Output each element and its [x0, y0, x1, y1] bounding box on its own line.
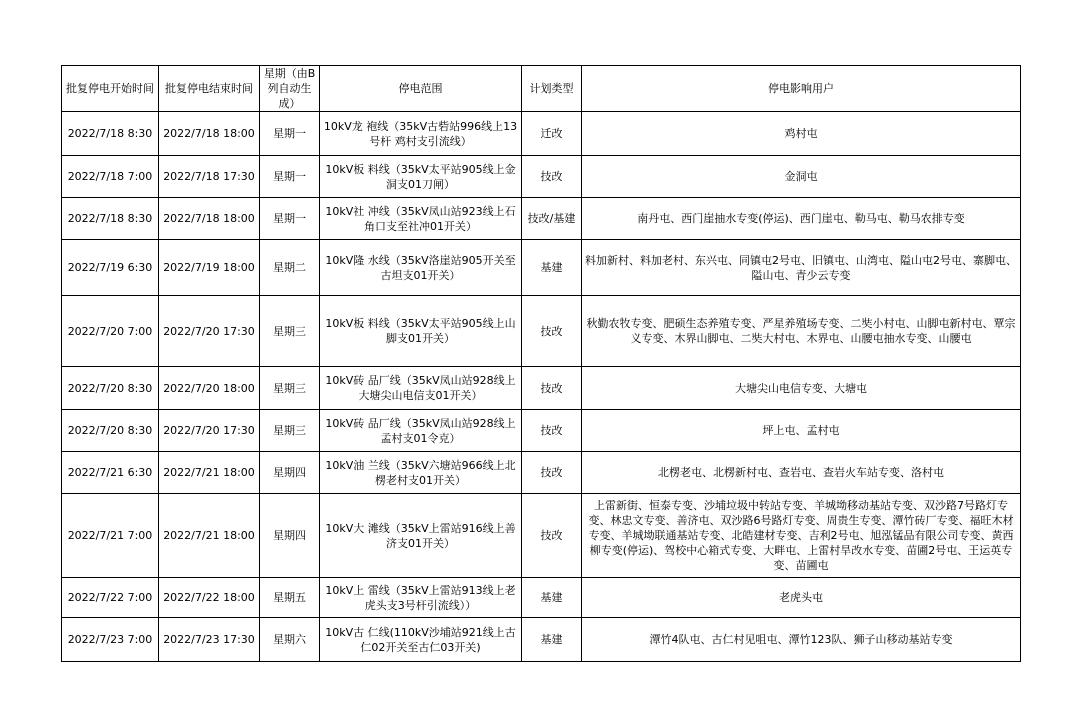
scope-cell: 10kV社 冲线（35kV凤山站923线上石角口支至社冲01开关）	[320, 198, 522, 240]
table-row	[62, 112, 1021, 156]
end-time-cell: 2022/7/19 18:00	[159, 240, 260, 296]
table-row	[62, 452, 1021, 494]
affected-users-cell: 南丹屯、西门崖抽水专变(停运)、西门崖屯、勒马屯、勒马农排专变	[582, 198, 1021, 240]
start-time-cell: 2022/7/18 8:30	[62, 198, 159, 240]
end-time-cell: 2022/7/21 18:00	[159, 452, 260, 494]
start-time-cell: 2022/7/20 8:30	[62, 410, 159, 452]
start-time-cell: 2022/7/20 8:30	[62, 367, 159, 410]
affected-users-cell: 料加新村、料加老村、东兴屯、同镇屯2号屯、旧镇屯、山湾屯、隘山屯2号屯、寨脚屯、隘山屯、青少云专变	[582, 240, 1021, 296]
start-time-cell: 2022/7/18 8:30	[62, 112, 159, 156]
table-row	[62, 198, 1021, 240]
plan-type-cell: 基建	[522, 240, 582, 296]
weekday-cell: 星期六	[260, 618, 320, 662]
affected-users-cell: 上雷新街、恒泰专变、沙埔垃圾中转站专变、羊城坳移动基站专变、双沙路7号路灯专变、林忠文专变、善济屯、双沙路6号路灯专变、周贵生专变、潭竹砖厂专变、福旺木材专变、羊城坳联通基站专变、北皓建材专变、吉利2号屯、旭泓锰品有限公司专变、黄西柳专变(停运)、驾校中心箱式专变、大畔屯、上雷村旱改水专变、苗圃2号屯、王运英专变、苗圃屯	[582, 494, 1021, 578]
table-row	[62, 367, 1021, 410]
affected-users-cell: 金洞屯	[582, 156, 1021, 198]
affected-users-cell: 北楞老屯、北楞新村屯、查岩屯、查岩火车站专变、洛村屯	[582, 452, 1021, 494]
start-time-cell: 2022/7/21 7:00	[62, 494, 159, 578]
table-row	[62, 578, 1021, 618]
plan-type-cell: 技改/基建	[522, 198, 582, 240]
scope-cell: 10kV上 雷线（35kV上雷站913线上老虎头支3号杆引流线））	[320, 578, 522, 618]
plan-type-cell: 技改	[522, 494, 582, 578]
end-time-cell: 2022/7/21 18:00	[159, 494, 260, 578]
end-time-cell: 2022/7/18 18:00	[159, 112, 260, 156]
affected-users-cell: 大塘尖山电信专变、大塘屯	[582, 367, 1021, 410]
header-affected-users: 停电影响用户	[582, 66, 1021, 112]
weekday-cell: 星期一	[260, 198, 320, 240]
weekday-cell: 星期一	[260, 112, 320, 156]
header-plan-type: 计划类型	[522, 66, 582, 112]
table-row	[62, 296, 1021, 367]
affected-users-cell: 鸡村屯	[582, 112, 1021, 156]
plan-type-cell: 技改	[522, 296, 582, 367]
plan-type-cell: 技改	[522, 156, 582, 198]
end-time-cell: 2022/7/20 17:30	[159, 296, 260, 367]
scope-cell: 10kV砖 品厂线（35kV凤山站928线上孟村支01令克）	[320, 410, 522, 452]
table-row	[62, 618, 1021, 662]
scope-cell: 10kV板 料线（35kV太平站905线上山脚支01开关）	[320, 296, 522, 367]
start-time-cell: 2022/7/18 7:00	[62, 156, 159, 198]
start-time-cell: 2022/7/19 6:30	[62, 240, 159, 296]
end-time-cell: 2022/7/18 18:00	[159, 198, 260, 240]
weekday-cell: 星期四	[260, 452, 320, 494]
affected-users-cell: 潭竹4队屯、古仁村见咀屯、潭竹123队、狮子山移动基站专变	[582, 618, 1021, 662]
weekday-cell: 星期三	[260, 367, 320, 410]
end-time-cell: 2022/7/22 18:00	[159, 578, 260, 618]
table-row	[62, 410, 1021, 452]
weekday-cell: 星期一	[260, 156, 320, 198]
scope-cell: 10kV龙 袍线（35kV古砦站996线上13号杆 鸡村支引流线）	[320, 112, 522, 156]
plan-type-cell: 迁改	[522, 112, 582, 156]
start-time-cell: 2022/7/21 6:30	[62, 452, 159, 494]
weekday-cell: 星期五	[260, 578, 320, 618]
header-weekday: 星期（由B列自动生成）	[260, 66, 320, 112]
scope-cell: 10kV油 兰线（35kV六塘站966线上北楞老村支01开关）	[320, 452, 522, 494]
end-time-cell: 2022/7/20 18:00	[159, 367, 260, 410]
affected-users-cell: 秋勤农牧专变、肥硕生态养殖专变、严星养殖场专变、二奘小村屯、山脚屯新村屯、覃宗义专变、木界山脚屯、二奘大村屯、木界屯、山腰屯抽水专变、山腰屯	[582, 296, 1021, 367]
weekday-cell: 星期二	[260, 240, 320, 296]
scope-cell: 10kV古 仁线(110kV沙埔站921线上古仁02开关至古仁03开关)	[320, 618, 522, 662]
plan-type-cell: 技改	[522, 452, 582, 494]
scope-cell: 10kV砖 品厂线（35kV凤山站928线上大塘尖山电信支01开关）	[320, 367, 522, 410]
start-time-cell: 2022/7/22 7:00	[62, 578, 159, 618]
end-time-cell: 2022/7/20 17:30	[159, 410, 260, 452]
scope-cell: 10kV大 滩线（35kV上雷站916线上善济支01开关）	[320, 494, 522, 578]
plan-type-cell: 基建	[522, 578, 582, 618]
start-time-cell: 2022/7/23 7:00	[62, 618, 159, 662]
weekday-cell: 星期四	[260, 494, 320, 578]
outage-schedule-table	[61, 65, 1021, 662]
scope-cell: 10kV隆 水线（35kV洛崖站905开关至古坦支01开关）	[320, 240, 522, 296]
header-start-time: 批复停电开始时间	[62, 66, 159, 112]
weekday-cell: 星期三	[260, 410, 320, 452]
end-time-cell: 2022/7/23 17:30	[159, 618, 260, 662]
plan-type-cell: 基建	[522, 618, 582, 662]
weekday-cell: 星期三	[260, 296, 320, 367]
end-time-cell: 2022/7/18 17:30	[159, 156, 260, 198]
plan-type-cell: 技改	[522, 410, 582, 452]
table-row	[62, 494, 1021, 578]
table-row	[62, 156, 1021, 198]
affected-users-cell: 老虎头屯	[582, 578, 1021, 618]
table-row	[62, 240, 1021, 296]
header-end-time: 批复停电结束时间	[159, 66, 260, 112]
header-scope: 停电范围	[320, 66, 522, 112]
header-row	[62, 66, 1021, 112]
plan-type-cell: 技改	[522, 367, 582, 410]
start-time-cell: 2022/7/20 7:00	[62, 296, 159, 367]
affected-users-cell: 坪上屯、孟村屯	[582, 410, 1021, 452]
scope-cell: 10kV板 料线（35kV太平站905线上金洞支01刀闸）	[320, 156, 522, 198]
